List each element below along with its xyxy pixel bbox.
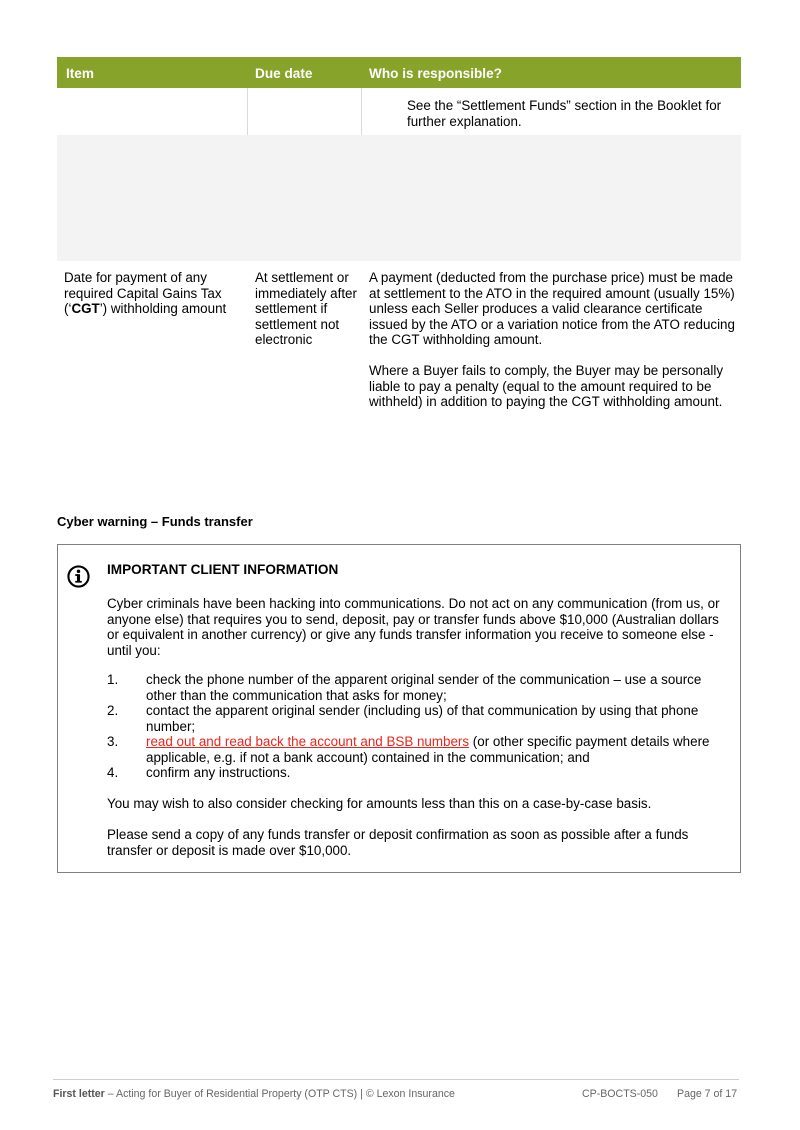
important-info-box: IMPORTANT CLIENT INFORMATION Cyber criminals have been hacking into communications. Do not act on any communication (from us, or anyone else) that requires you to send, deposit, pay or transfer funds above $10,000 (Australian dollars or equivalent in another currency) or give any funds transfer information you receive to someone else - until you: 1. check the phone number of the apparent original sender of the communication – use a source other than the communication that asks for money; 2. contact the apparent original sender (including us) of that communication by using that phone number; 3. read out and read back the account and BSB numbers (or other specific payment details where applicable, e.g. if not a bank account) contained in the communication; and 4. confirm any instructions. You may wish to also consider checking for amounts less than this on a case-by-case basis. Please send a copy of any funds transfer or deposit confirmation as soon as possible after a funds transfer or deposit is made over $10,000. bbox=[57, 544, 741, 873]
cyber-warning-heading: Cyber warning – Funds transfer bbox=[57, 514, 253, 529]
table-header bbox=[57, 57, 741, 88]
footer-divider bbox=[53, 1079, 739, 1080]
cgt-due-date-cell: At settlement or immediately after settlement if settlement not electronic bbox=[255, 270, 357, 348]
blank-shaded-row bbox=[57, 135, 741, 261]
info-circle-icon bbox=[67, 565, 90, 588]
column-divider bbox=[361, 88, 362, 135]
column-divider bbox=[247, 88, 248, 135]
header-due-date: Due date bbox=[255, 66, 313, 81]
box-title: IMPORTANT CLIENT INFORMATION bbox=[107, 562, 339, 577]
header-who-responsible: Who is responsible? bbox=[369, 66, 502, 81]
document-code: CP-BOCTS-050 bbox=[582, 1088, 658, 1100]
header-item: Item bbox=[66, 66, 94, 81]
cyber-intro: Cyber criminals have been hacking into communications. Do not act on any communication (from us, or anyone else) that requires you to send, deposit, pay or transfer funds above $10,000 (Australian dollars or equivalent in another currency) or give any funds transfer information you receive to someone else - until you: bbox=[107, 596, 720, 658]
cgt-responsibility-p1: A payment (deducted from the purchase price) must be made at settlement to the ATO in the required amount (usually 15%) unless each Seller produces a valid clearance certificate issued by the ATO or a variation notice from the ATO reducing the CGT withholding amount. bbox=[369, 270, 735, 348]
cyber-para-2: Please send a copy of any funds transfer or deposit confirmation as soon as possible after a funds transfer or deposit is made over $10,000. bbox=[107, 827, 689, 858]
footer-title: First letter – Acting for Buyer of Residential Property (OTP CTS) | © Lexon Insurance bbox=[53, 1088, 455, 1100]
account-bsb-link[interactable]: read out and read back the account and BSB numbers bbox=[146, 734, 470, 749]
cgt-responsibility-p2: Where a Buyer fails to comply, the Buyer may be personally liable to pay a penalty (equal to the amount required to be withheld) in addition to paying the CGT withholding amount. bbox=[369, 363, 724, 410]
page-number: Page 7 of 17 bbox=[677, 1088, 738, 1100]
continued-responsibility-text: See the “Settlement Funds” section in the Booklet for further explanation. bbox=[407, 98, 722, 129]
cyber-para-1: You may wish to also consider checking for amounts less than this on a case-by-case basis. bbox=[107, 796, 652, 811]
cgt-item-cell: Date for payment of any required Capital Gains Tax (‘CGT’) withholding amount bbox=[64, 270, 227, 317]
